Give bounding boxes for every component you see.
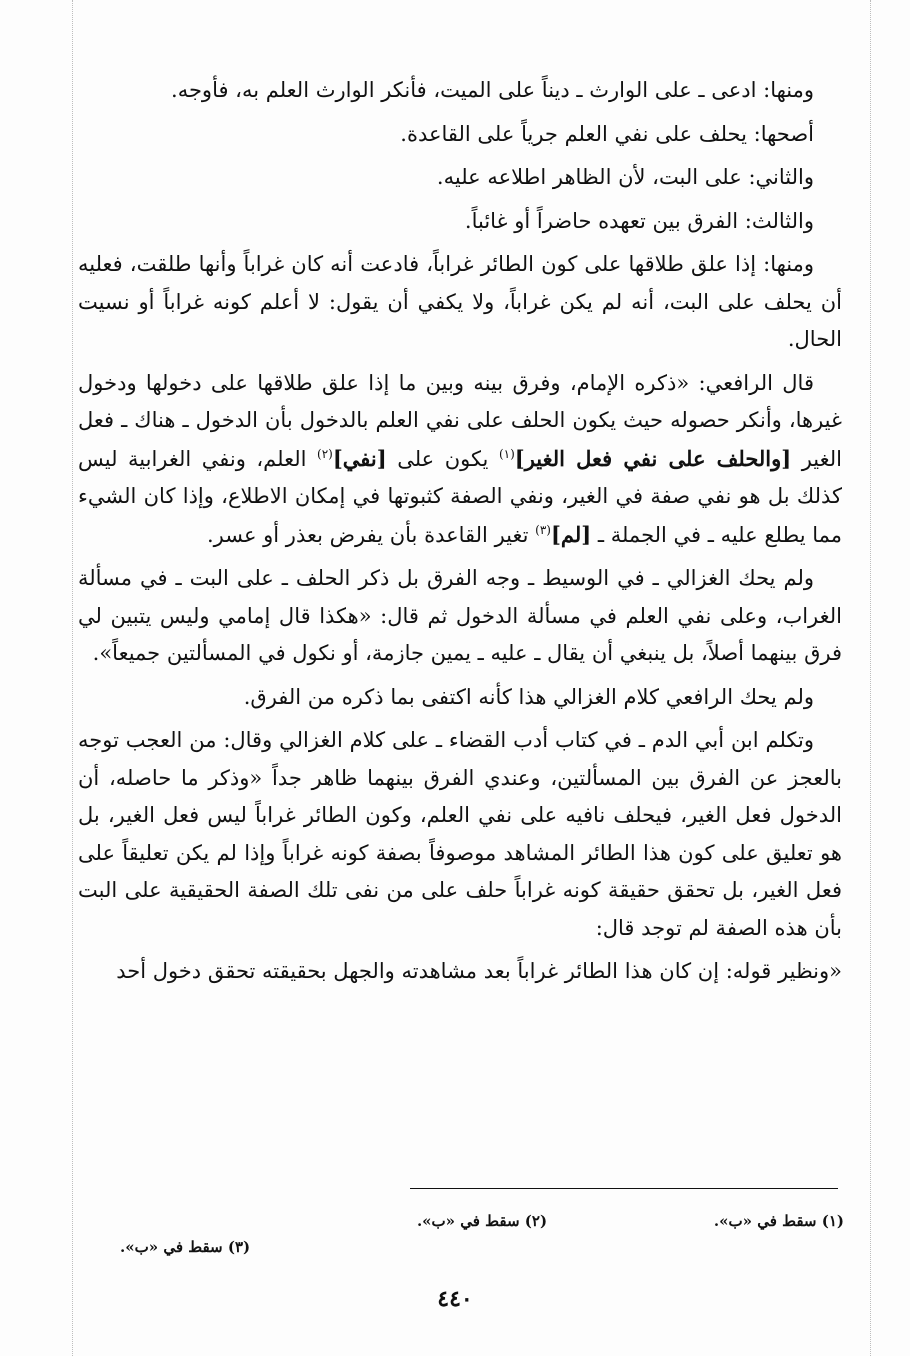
scan-edge-line-left xyxy=(72,0,73,1356)
text-run: وتكلم ابن أبي الدم ـ في كتاب أدب القضاء ـ على كلام الغزالي وقال: من العجب توجه بالعجز عن الفرق بين المسألتين، وعندي الفرق بينهما ظاهر جداً «وذكر ما حاصله، أن الدخول فعل الغير، فيحلف نافيه على نفي العلم، وكون الطائر غراباً ليس فعل الغير، بل هو تعليق على كون هذا الطائر المشاهد موصوفاً بصفة كونه غراباً وإذا لم يكن تعليقاً على فعل الغير، بل تحقق حقيقة كونه غراباً حلف على من نفى تلك الصفة الحقيقية على البت بأن هذه الصفة لم توجد قال: xyxy=(78,728,842,940)
bracketed-insertion: [والحلف على نفي فعل الغير] xyxy=(514,445,792,471)
bracketed-insertion: [لم] xyxy=(550,521,592,547)
paragraph-9 xyxy=(78,722,842,947)
footnotes-row-2 xyxy=(120,1234,844,1260)
paragraph-4 xyxy=(78,203,842,241)
text-run: ومنها: ادعى ـ على الوارث ـ ديناً على الميت، فأنكر الوارث العلم به، فأوجه. xyxy=(171,78,814,102)
text-run: ولم يحك الغزالي ـ في الوسيط ـ وجه الفرق بل ذكر الحلف ـ على البت ـ في مسألة الغراب، وعلى نفي العلم في مسألة الدخول ثم قال: «هكذا قال إمامي وليس يتبين لي فرق بينهما أصلاً، بل ينبغي أن يقال ـ عليه ـ يمين جازمة، أو نكول في المسألتين جميعاً». xyxy=(78,566,842,665)
main-text-body xyxy=(78,72,842,991)
text-run: «ونظير قوله: إن كان هذا الطائر غراباً بعد مشاهدته والجهل بحقيقته تحقق دخول أحد xyxy=(116,959,842,983)
footnotes-row xyxy=(120,1208,844,1234)
scan-edge-line-right xyxy=(870,0,871,1356)
bracketed-insertion: [نفي] xyxy=(332,445,387,471)
paragraph-1 xyxy=(78,72,842,110)
footnote-separator xyxy=(410,1188,838,1189)
text-run: يكون على xyxy=(386,446,499,471)
paragraph-7 xyxy=(78,560,842,673)
text-run: تغير القاعدة بأن يفرض بعذر أو عسر. xyxy=(206,522,536,547)
text-run: قال الرافعي: «ذكره الإمام، وفرق بينه وبين ما إذا علق طلاقها على دخولها ودخول غيرها، وأنكر حصوله حيث يكون الحلف على نفي العلم بالدخول بأن الدخول ـ هناك ـ فعل الغير xyxy=(78,370,843,471)
footnote-reference: (٣) xyxy=(535,522,551,537)
footnote-reference: (٢) xyxy=(317,446,333,461)
paragraph-10 xyxy=(78,953,842,991)
page-number: ٤٤٠ xyxy=(437,1286,473,1312)
footnote-2: (٢) سقط في «ب». xyxy=(416,1212,548,1230)
footnote-1: (١) سقط في «ب». xyxy=(713,1212,844,1230)
footnote-reference: (١) xyxy=(498,446,515,461)
paragraph-2 xyxy=(78,116,842,154)
footnote-3: (٣) سقط في «ب». xyxy=(120,1238,251,1256)
paragraph-3 xyxy=(78,159,842,197)
text-run: أصحها: يحلف على نفي العلم جرياً على القاعدة. xyxy=(400,121,814,146)
footnotes-section xyxy=(120,1208,844,1260)
text-run: ومنها: إذا علق طلاقها على كون الطائر غراباً، فادعت أنه كان غراباً وأنها طلقت، فعليه أن يحلف على البت، أنه لم يكن غراباً، ولا يكفي أن يقول: لا أعلم كونه غراباً أو نسيت الحال. xyxy=(78,252,842,351)
paragraph-6 xyxy=(78,365,842,555)
paragraph-5 xyxy=(78,246,842,359)
paragraph-8 xyxy=(78,679,842,717)
text-run: والثاني: على البت، لأن الظاهر اطلاعه عليه. xyxy=(436,165,814,189)
text-run: ولم يحك الرافعي كلام الغزالي هذا كأنه اكتفى بما ذكره من الفرق. xyxy=(243,684,814,709)
text-run: والثالث: الفرق بين تعهده حاضراً أو غائباً. xyxy=(464,208,814,233)
text-run: العلم، ونفي الغرابية ليس كذلك بل هو نفي صفة في الغير، ونفي الصفة كثبوتها في إمكان الاطلاع، وإذا كان الشيء مما يطلع عليه ـ في الجملة ـ xyxy=(78,446,842,547)
